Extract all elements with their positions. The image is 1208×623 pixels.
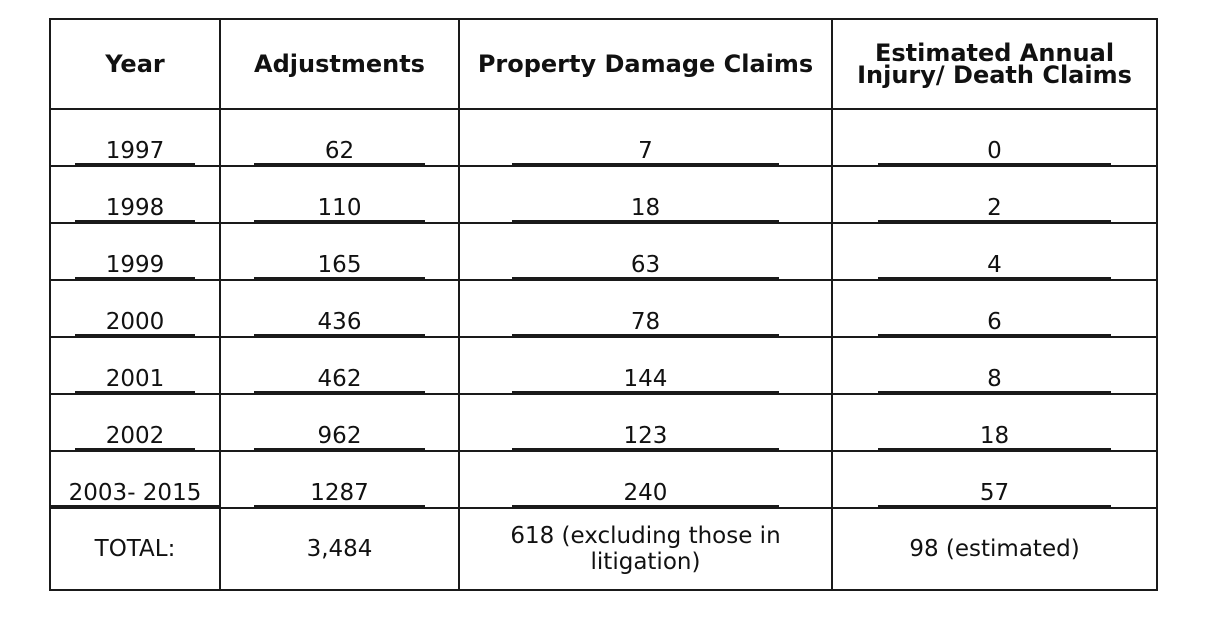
- cell-adjustments: 110: [220, 166, 459, 223]
- table-row: [50, 109, 1157, 166]
- table-row: [50, 280, 1157, 337]
- header-adjustments: Adjustments: [220, 19, 459, 109]
- cell-injury-death: 57: [832, 451, 1157, 508]
- cell-property-damage: 123: [459, 394, 832, 451]
- cell-adjustments: 436: [220, 280, 459, 337]
- cell-property-damage: 240: [459, 451, 832, 508]
- total-adjustments: 3,484: [220, 508, 459, 590]
- total-property-damage: 618 (excluding those in litigation): [459, 508, 832, 590]
- cell-injury-death: 18: [832, 394, 1157, 451]
- cell-year: 2002: [50, 394, 220, 451]
- cell-property-damage: 144: [459, 337, 832, 394]
- cell-adjustments: 962: [220, 394, 459, 451]
- cell-year: 2001: [50, 337, 220, 394]
- header-property-damage-claims: Property Damage Claims: [459, 19, 832, 109]
- cell-adjustments: 1287: [220, 451, 459, 508]
- total-row: [50, 508, 1157, 590]
- claims-table: [49, 18, 1158, 591]
- cell-year: 2000: [50, 280, 220, 337]
- cell-year: 1999: [50, 223, 220, 280]
- cell-injury-death: 0: [832, 109, 1157, 166]
- header-injury-death-claims: Estimated Annual Injury/ Death Claims: [832, 19, 1157, 109]
- table-row: [50, 394, 1157, 451]
- total-injury-death: 98 (estimated): [832, 508, 1157, 590]
- cell-property-damage: 18: [459, 166, 832, 223]
- cell-injury-death: 6: [832, 280, 1157, 337]
- table-row: [50, 223, 1157, 280]
- cell-year: 1998: [50, 166, 220, 223]
- cell-property-damage: 78: [459, 280, 832, 337]
- cell-adjustments: 165: [220, 223, 459, 280]
- cell-year: 1997: [50, 109, 220, 166]
- header-row: [50, 19, 1157, 109]
- table-row: [50, 451, 1157, 508]
- cell-year: 2003- 2015: [50, 451, 220, 508]
- header-year: Year: [50, 19, 220, 109]
- cell-injury-death: 8: [832, 337, 1157, 394]
- cell-adjustments: 462: [220, 337, 459, 394]
- total-label: TOTAL:: [50, 508, 220, 590]
- table-row: [50, 166, 1157, 223]
- table-row: [50, 337, 1157, 394]
- cell-property-damage: 63: [459, 223, 832, 280]
- cell-injury-death: 2: [832, 166, 1157, 223]
- cell-injury-death: 4: [832, 223, 1157, 280]
- cell-adjustments: 62: [220, 109, 459, 166]
- cell-property-damage: 7: [459, 109, 832, 166]
